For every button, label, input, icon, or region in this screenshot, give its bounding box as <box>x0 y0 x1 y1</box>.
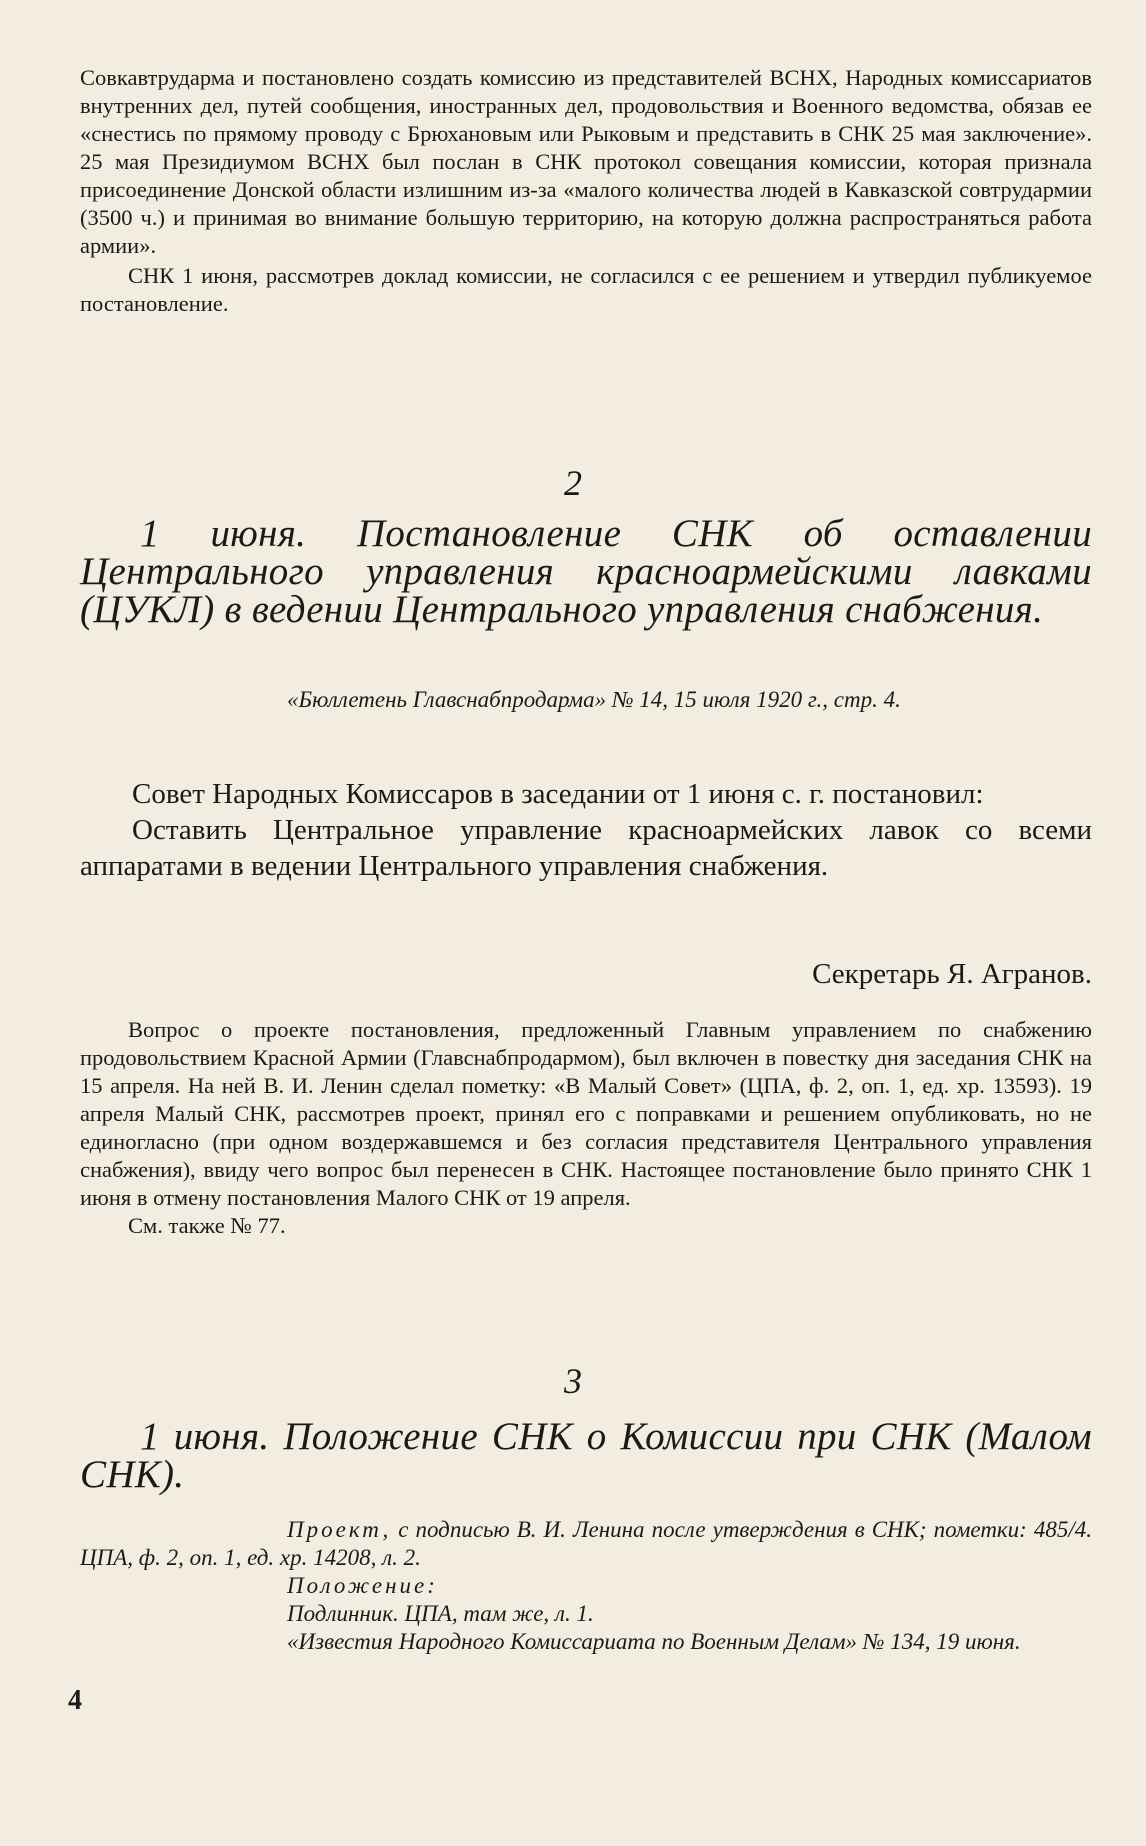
document-number: 3 <box>564 1361 582 1401</box>
document-title: 1 июня. Положение СНК о Комиссии при СНК (Малом СНК). <box>80 1415 1092 1496</box>
source-line: «Известия Народного Комиссариата по Военным Делам» № 134, 19 июня. <box>287 1629 1021 1654</box>
source-line <box>80 1572 1092 1600</box>
body-paragraph: Совет Народных Комиссаров в заседании от 1 июня с. г. постановил: <box>132 778 984 810</box>
document-heading <box>80 1415 1092 1496</box>
signature: Секретарь Я. Агранов. <box>812 958 1092 990</box>
page-number: 4 <box>68 1685 82 1716</box>
source-label: Проект, <box>287 1517 392 1542</box>
body-paragraph: Оставить Центральное управление красноармейских лавок со всеми аппаратами в ведении Центрального управления снабжения. <box>80 814 1092 882</box>
intro-section <box>80 64 1092 318</box>
source-reference <box>80 686 1092 714</box>
source-label: Положение: <box>287 1573 438 1598</box>
commentary-section <box>80 1016 1092 1240</box>
source-line: Подлинник. ЦПА, там же, л. 1. <box>287 1601 594 1626</box>
commentary-paragraph: Вопрос о проекте постановления, предложенный Главным управлением по снабжению продовольствием Красной Армии (Главснабпродармом), был включен в повестку дня заседания СНК на 15 апреля. На ней В. И. Ленин сделал пометку: «В Малый Совет» (ЦПА, ф. 2, оп. 1, ед. хр. 13593). 19 апреля Малый СНК, рассмотрев проект, принял его с поправками и решением опубликовать, но не единогласно (при одном воздержавшемся и без согласия представителя Центрального управления снабжения), ввиду чего вопрос был перенесен в СНК. Настоящее постановление было принято СНК 1 июня в отмену постановления Малого СНК от 19 апреля. <box>80 1017 1092 1210</box>
document-body <box>80 776 1092 884</box>
intro-paragraph: Совкавтрударма и постановлено создать комиссию из представителей ВСНХ, Народных комиссариатов внутренних дел, путей сообщения, иностранных дел, продовольствия и Военного ведомства, обязав ее «снестись по прямому проводу с Брюхановым или Рыковым и представить в СНК 25 мая заключение». 25 мая Президиумом ВСНХ был послан в СНК протокол совещания комиссии, которая признала присоединение Донской области излишним из-за «малого количества людей в Кавказской совтрудармии (3500 ч.) и принимая во внимание большую территорию, на которую должна распространяться работа армии». <box>80 65 1092 258</box>
source-line: «Бюллетень Главснабпродарма» № 14, 15 июля 1920 г., стр. 4. <box>287 687 901 712</box>
intro-paragraph: СНК 1 июня, рассмотрев доклад комиссии, не согласился с ее решением и утвердил публикуемое постановление. <box>80 263 1092 316</box>
document-number: 2 <box>564 463 582 503</box>
document-heading <box>80 512 1092 631</box>
document-title: 1 июня. Постановление СНК об оставлении Центрального управления красноармейскими лавками (ЦУКЛ) в ведении Центрального управления снабжения. <box>80 512 1092 631</box>
source-reference <box>80 1516 1092 1656</box>
see-also: См. также № 77. <box>128 1213 286 1238</box>
source-text: с подписью В. И. Ленина после утверждения в СНК; пометки: 485/4. ЦПА, ф. 2, оп. 1, ед. хр. 14208, л. 2. <box>80 1517 1093 1570</box>
source-line <box>80 1516 1092 1572</box>
